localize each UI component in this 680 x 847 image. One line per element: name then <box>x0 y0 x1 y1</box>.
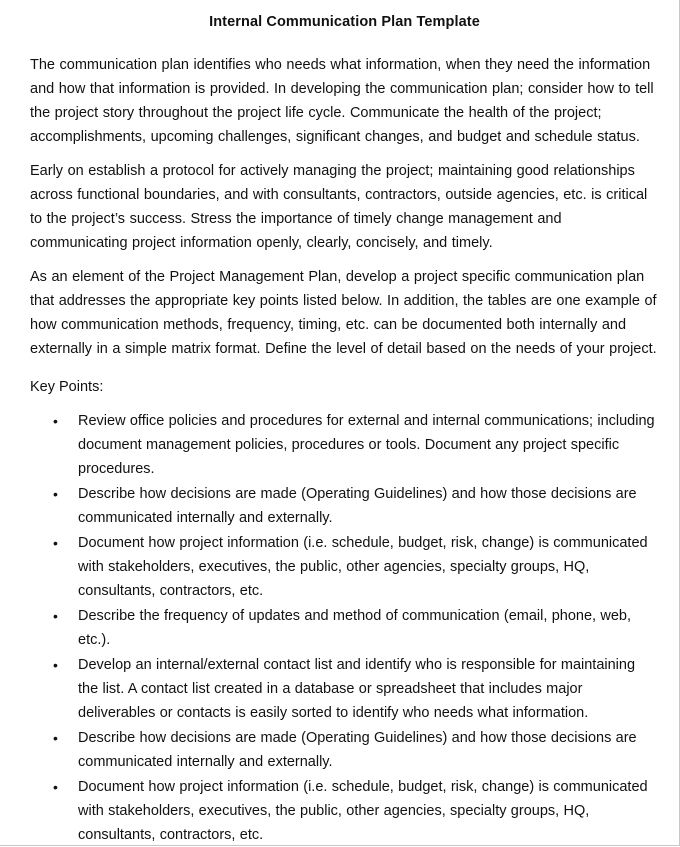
protocol-paragraph: Early on establish a protocol for actively managing the project; maintaining good relationships across functional boundaries, and with consultants, contractors, outside agencies, etc. is critical to the project’s success. Stress the importance of timely change management and communicating project information openly, clearly, concisely, and timely. <box>30 163 648 251</box>
list-item <box>30 775 659 847</box>
list-item <box>30 726 659 774</box>
list-item <box>30 531 659 603</box>
document-title: Internal Communication Plan Template <box>209 14 480 30</box>
bullet-icon: • <box>53 486 58 502</box>
list-item-text: Describe how decisions are made (Operating Guidelines) and how those decisions are communicated internally and externally. <box>78 730 637 770</box>
list-item <box>30 653 659 725</box>
list-item-text: Review office policies and procedures for external and internal communications; including document management policies, procedures or tools. Document any project specific procedures. <box>78 413 655 477</box>
list-item-text: Describe the frequency of updates and method of communication (email, phone, web, etc.). <box>78 608 632 648</box>
key-points-list <box>30 409 659 847</box>
bullet-icon: • <box>53 413 58 429</box>
list-item <box>30 409 659 481</box>
list-item-text: Document how project information (i.e. schedule, budget, risk, change) is communicated with stakeholders, executives, the public, other agencies, specialty groups, HQ, consultants, contractors, etc. <box>78 535 648 599</box>
intro-paragraph: The communication plan identifies who needs what information, when they need the information and how that information is provided. In developing the communication plan; consider how to tell the project story throughout the project life cycle. Communicate the health of the project; accomplishments, upcoming challenges, significant changes, and budget and schedule status. <box>30 57 654 145</box>
bullet-icon: • <box>53 779 58 795</box>
bullet-icon: • <box>53 608 58 624</box>
list-item-text: Document how project information (i.e. schedule, budget, risk, change) is communicated with stakeholders, executives, the public, other agencies, specialty groups, HQ, consultants, contractors, etc. <box>78 779 648 843</box>
bullet-icon: • <box>53 535 58 551</box>
bullet-icon: • <box>53 730 58 746</box>
list-item-text: Develop an internal/external contact list and identify who is responsible for maintaining the list. A contact list created in a database or spreadsheet that includes major deliverables or contacts is easily sorted to identify who needs what information. <box>78 657 636 721</box>
list-item-text: Describe how decisions are made (Operating Guidelines) and how those decisions are communicated internally and externally. <box>78 486 637 526</box>
list-item <box>30 482 659 530</box>
bullet-icon: • <box>53 657 58 673</box>
key-points-heading: Key Points: <box>30 379 104 395</box>
list-item <box>30 604 659 652</box>
plan-element-paragraph: As an element of the Project Management Plan, develop a project specific communication plan that addresses the appropriate key points listed below. In addition, the tables are one example of how communication methods, frequency, timing, etc. can be documented both internally and externally in a simple matrix format. Define the level of detail based on the needs of your project. <box>30 269 657 357</box>
